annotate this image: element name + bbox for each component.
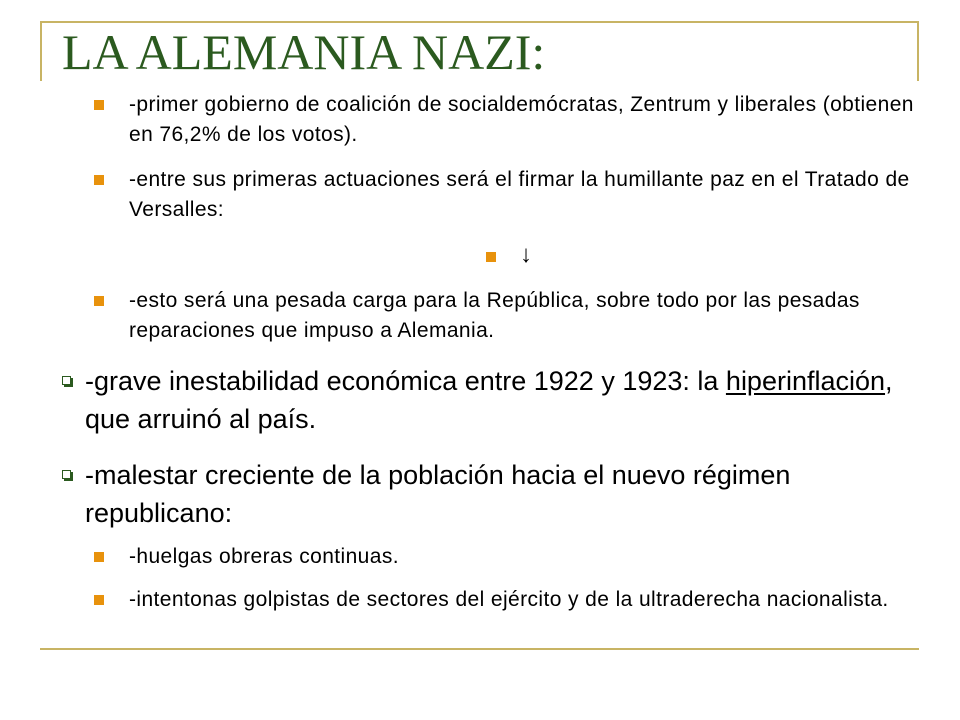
orange-square-bullet-icon [94, 175, 104, 185]
down-arrow-icon: ↓ [520, 241, 532, 268]
orange-square-bullet-icon [486, 252, 496, 262]
text-after: , que arruinó al país. [85, 366, 893, 434]
orange-square-bullet-icon [94, 595, 104, 605]
bullet-item-coalition [94, 90, 924, 150]
bullet-item-malestar [62, 456, 922, 532]
bullet-text: -primer gobierno de coalición de socialdemócratas, Zentrum y liberales (obtienen en 76,2% de los votos). [129, 93, 914, 146]
slide-title: LA ALEMANIA NAZI: [62, 24, 546, 80]
frame-bottom-line [40, 648, 919, 650]
bullet-item-reparaciones [94, 286, 924, 346]
bullet-item-huelgas [94, 542, 924, 572]
bullet-item-golpistas [94, 585, 924, 615]
bullet-text: -esto será una pesada carga para la República, sobre todo por las pesadas reparaciones que impuso a Alemania. [129, 289, 860, 342]
bullet-text: -huelgas obreras continuas. [129, 545, 399, 568]
underlined-term: hiperinflación [725, 366, 886, 396]
text-before: -grave inestabilidad económica entre 1922 y 1923: la [85, 366, 726, 396]
orange-square-bullet-icon [94, 552, 104, 562]
hollow-square-bullet-icon [62, 470, 71, 479]
bullet-item-hiperinflacion [62, 362, 922, 438]
hollow-square-bullet-icon [62, 376, 71, 385]
bullet-text: -malestar creciente de la población hacia el nuevo régimen republicano: [85, 460, 791, 528]
bullet-text [62, 362, 922, 438]
bullet-text: -entre sus primeras actuaciones será el firmar la humillante paz en el Tratado de Versalles: [129, 168, 910, 221]
orange-square-bullet-icon [94, 100, 104, 110]
bullet-item-versalles [94, 165, 924, 225]
orange-square-bullet-icon [94, 296, 104, 306]
frame-left-line [40, 21, 42, 81]
frame-right-line [917, 21, 919, 81]
bullet-text: -intentonas golpistas de sectores del ejército y de la ultraderecha nacionalista. [129, 588, 889, 611]
